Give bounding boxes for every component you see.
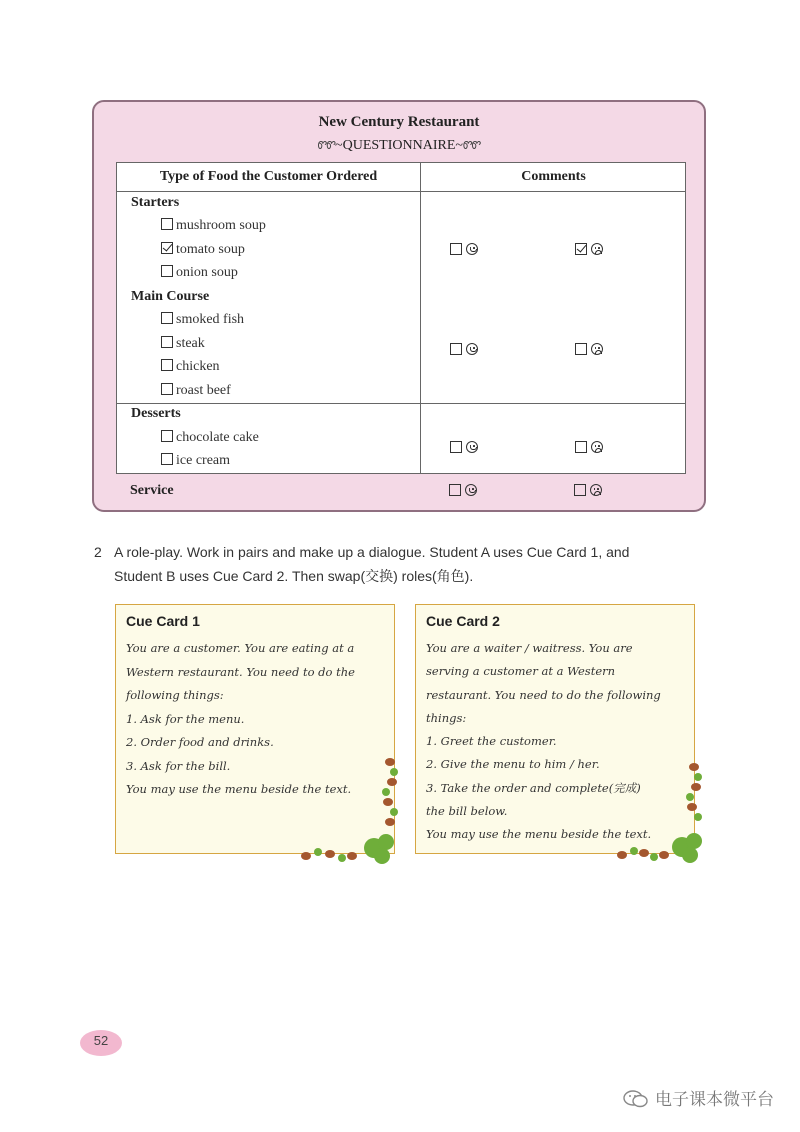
list-item[interactable] bbox=[161, 453, 230, 469]
questionnaire-subtitle: ᏛᏛ~QUESTIONNAIRE~ᏛᏛ bbox=[317, 138, 481, 153]
rating-good-desserts[interactable] bbox=[450, 441, 478, 456]
card-line: the bill below. bbox=[426, 804, 508, 819]
item-label: mushroom soup bbox=[176, 218, 266, 233]
checkbox[interactable] bbox=[161, 453, 173, 465]
card-line: You are a waiter / waitress. You are bbox=[426, 641, 633, 655]
table-divider-header bbox=[117, 191, 685, 192]
rating-bad-starters[interactable] bbox=[575, 243, 603, 258]
checkbox[interactable] bbox=[450, 243, 462, 255]
card-line: things: bbox=[426, 710, 467, 725]
checkbox[interactable] bbox=[449, 484, 461, 496]
list-item[interactable] bbox=[161, 383, 231, 399]
rating-good-service[interactable] bbox=[449, 484, 477, 499]
checkbox[interactable] bbox=[450, 343, 462, 355]
checkbox[interactable] bbox=[161, 265, 173, 277]
watermark-text: 电子课本微平台 bbox=[655, 1090, 774, 1110]
card-line: You may use the menu beside the text. bbox=[126, 782, 352, 796]
card-line: following things: bbox=[126, 688, 224, 702]
list-item[interactable] bbox=[161, 430, 259, 446]
item-label: chocolate cake bbox=[176, 430, 259, 445]
card-line: 2. Give the menu to him / her. bbox=[426, 757, 600, 772]
rating-bad-service[interactable] bbox=[574, 484, 602, 499]
vine-decoration-icon bbox=[608, 757, 708, 867]
smiley-face-icon bbox=[465, 484, 477, 496]
card-line: You are a customer. You are eating at a bbox=[126, 641, 355, 655]
section-title-main-course: Main Course bbox=[131, 289, 210, 304]
rating-good-starters[interactable] bbox=[450, 243, 478, 258]
rating-bad-desserts[interactable] bbox=[575, 441, 603, 456]
list-item[interactable] bbox=[161, 218, 266, 234]
rating-good-main-course[interactable] bbox=[450, 343, 478, 358]
questionnaire-table bbox=[116, 162, 686, 474]
task-number: 2 bbox=[94, 544, 102, 560]
cue-card-2-title: Cue Card 2 bbox=[426, 613, 500, 629]
item-label: roast beef bbox=[176, 383, 231, 398]
section-title-starters: Starters bbox=[131, 195, 180, 210]
card-line: 1. Greet the customer. bbox=[426, 734, 557, 749]
cue-card-1-title: Cue Card 1 bbox=[126, 613, 200, 629]
checkbox-checked[interactable] bbox=[575, 243, 587, 255]
sad-face-icon bbox=[591, 243, 603, 255]
item-label: steak bbox=[176, 336, 205, 351]
card-line: You may use the menu beside the text. bbox=[426, 827, 652, 842]
card-line: 1. Ask for the menu. bbox=[126, 711, 245, 726]
sad-face-icon bbox=[590, 484, 602, 496]
task-line-2: Student B uses Cue Card 2. Then swap(交换) roles(角色). bbox=[114, 568, 474, 584]
list-item[interactable] bbox=[161, 265, 238, 281]
service-label: Service bbox=[130, 483, 174, 498]
page-number: 52 bbox=[80, 1030, 122, 1056]
card-line: Western restaurant. You need to do the bbox=[126, 664, 355, 679]
questionnaire-subtitle-text: QUESTIONNAIRE bbox=[342, 138, 456, 153]
list-item[interactable] bbox=[161, 242, 245, 258]
checkbox[interactable] bbox=[575, 343, 587, 355]
card-line: 3. Take the order and complete(完成) bbox=[426, 780, 641, 795]
sad-face-icon bbox=[591, 441, 603, 453]
checkbox[interactable] bbox=[450, 441, 462, 453]
list-item[interactable] bbox=[161, 312, 244, 328]
checkbox[interactable] bbox=[161, 312, 173, 324]
wechat-icon bbox=[623, 1089, 649, 1109]
table-divider-vertical bbox=[420, 163, 421, 473]
list-item[interactable] bbox=[161, 359, 220, 375]
checkbox[interactable] bbox=[161, 383, 173, 395]
item-label: smoked fish bbox=[176, 312, 245, 327]
item-label: ice cream bbox=[176, 453, 231, 468]
smiley-face-icon bbox=[466, 441, 478, 453]
restaurant-name: New Century Restaurant bbox=[318, 114, 480, 130]
ornament-left-icon: ᏛᏛ bbox=[317, 140, 336, 152]
checkbox[interactable] bbox=[574, 484, 586, 496]
task-line-1: A role-play. Work in pairs and make up a dialogue. Student A uses Cue Card 1, and bbox=[114, 544, 630, 560]
vine-decoration-icon bbox=[286, 752, 406, 867]
list-item[interactable] bbox=[161, 336, 205, 352]
checkbox[interactable] bbox=[161, 336, 173, 348]
column-header-food: Type of Food the Customer Ordered bbox=[159, 169, 378, 184]
section-title-desserts: Desserts bbox=[131, 406, 181, 421]
checkbox[interactable] bbox=[161, 430, 173, 442]
sad-face-icon bbox=[591, 343, 603, 355]
smiley-face-icon bbox=[466, 343, 478, 355]
checkbox[interactable] bbox=[161, 218, 173, 230]
watermark bbox=[623, 1085, 774, 1110]
column-header-comments: Comments bbox=[521, 169, 586, 184]
cue-card-1 bbox=[115, 604, 395, 854]
ornament-right-icon: ᏛᏛ bbox=[462, 140, 481, 152]
card-line: restaurant. You need to do the following bbox=[426, 687, 661, 702]
checkbox[interactable] bbox=[575, 441, 587, 453]
item-label: onion soup bbox=[176, 265, 238, 280]
item-label: tomato soup bbox=[176, 242, 245, 257]
rating-bad-main-course[interactable] bbox=[575, 343, 603, 358]
cue-card-2 bbox=[415, 604, 695, 854]
checkbox-checked[interactable] bbox=[161, 242, 173, 254]
item-label: chicken bbox=[176, 359, 220, 374]
card-line: serving a customer at a Western bbox=[426, 664, 616, 679]
questionnaire-panel bbox=[92, 100, 706, 512]
checkbox[interactable] bbox=[161, 359, 173, 371]
table-divider-desserts bbox=[117, 403, 685, 404]
card-line: 3. Ask for the bill. bbox=[126, 758, 231, 773]
smiley-face-icon bbox=[466, 243, 478, 255]
card-line: 2. Order food and drinks. bbox=[126, 735, 274, 749]
